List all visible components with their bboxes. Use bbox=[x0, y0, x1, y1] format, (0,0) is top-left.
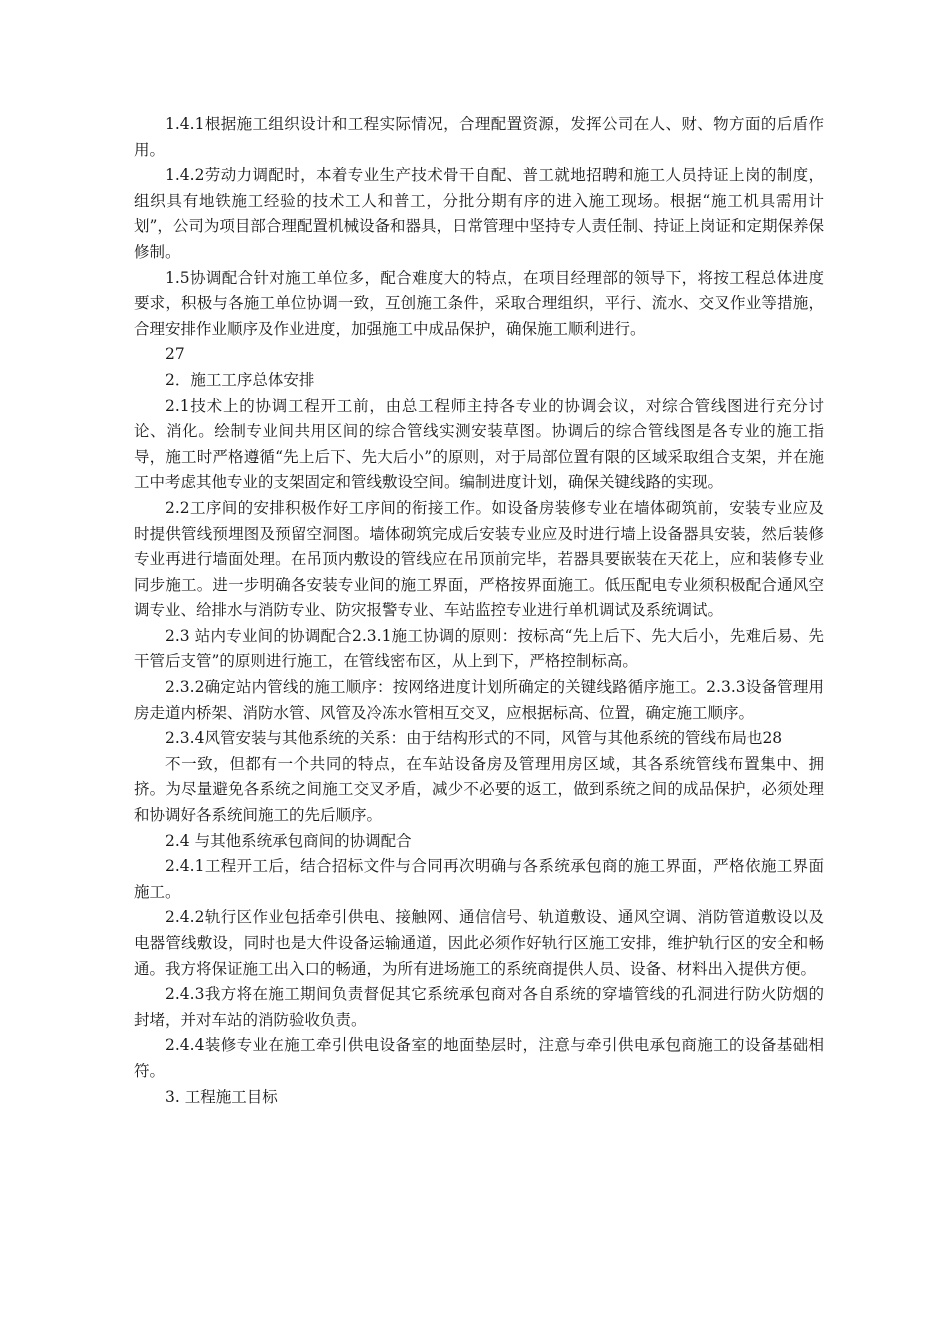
paragraph-2-4-1: 2.4.1工程开工后，结合招标文件与合同再次明确与各系统承包商的施工界面，严格依施工界面施工。 bbox=[134, 857, 824, 901]
paragraph-2-1: 2.1技术上的协调工程开工前，由总工程师主持各专业的协调会议，对综合管线图进行充分讨论、消化。绘制专业间共用区间的综合管线实测安装草图。协调后的综合管线图是各专业的施工指导，施工时严格遵循“先上后下、先大后小”的原则，对于局部位置有限的区域采取组合支架，并在施工中考虑其他专业的支架固定和管线敷设空间。编制进度计划，确保关键线路的实现。 bbox=[134, 396, 824, 492]
paragraph-2-3-2: 2.3.2确定站内管线的施工顺序：按网络进度计划所确定的关键线路循序施工。2.3.3设备管理用房走道内桥架、消防水管、风管及冷冻水管相互交叉，应根据标高、位置，确定施工顺序。 bbox=[134, 678, 824, 722]
paragraph-2-3: 2.3 站内专业间的协调配合2.3.1施工协调的原则：按标高“先上后下、先大后小，先难后易、先干管后支管”的原则进行施工，在管线密布区，从上到下，严格控制标高。 bbox=[134, 626, 824, 671]
paragraph-continuation: 不一致，但都有一个共同的特点，在车站设备房及管理用房区域，其各系统管线布置集中、拥挤。为尽量避免各系统之间施工交叉矛盾，减少不必要的返工，做到系统之间的成品保护，必须处理和协调好各系统间施工的先后顺序。 bbox=[134, 754, 824, 825]
paragraph-2-4-3: 2.4.3我方将在施工期间负责督促其它系统承包商对各自系统的穿墙管线的孔洞进行防火防烟的封堵，并对车站的消防验收负责。 bbox=[134, 985, 824, 1029]
paragraph-2-3-4: 2.3.4风管安装与其他系统的关系：由于结构形式的不同，风管与其他系统的管线布局也28 bbox=[165, 729, 783, 748]
document-body bbox=[134, 112, 824, 1110]
paragraph-1-4-1: 1.4.1根据施工组织设计和工程实际情况，合理配置资源，发挥公司在人、财、物方面的后盾作用。 bbox=[134, 115, 824, 159]
heading-3: 3. 工程施工目标 bbox=[165, 1087, 278, 1106]
paragraph-2-4-4: 2.4.4装修专业在施工牵引供电设备室的地面垫层时，注意与牵引供电承包商施工的设备基础相符。 bbox=[134, 1036, 824, 1080]
heading-2: 2．施工工序总体安排 bbox=[165, 370, 315, 389]
paragraph-1-5: 1.5协调配合针对施工单位多，配合难度大的特点，在项目经理部的领导下，将按工程总体进度要求，积极与各施工单位协调一致，互创施工条件，采取合理组织，平行、流水、交叉作业等措施，合理安排作业顺序及作业进度，加强施工中成品保护，确保施工顺利进行。 bbox=[134, 268, 824, 338]
paragraph-2-4-2: 2.4.2轨行区作业包括牵引供电、接触网、通信信号、轨道敷设、通风空调、消防管道敷设以及电器管线敷设，同时也是大件设备运输通道，因此必须作好轨行区施工安排，维护轨行区的安全和畅通。我方将保证施工出入口的畅通，为所有进场施工的系统商提供人员、设备、材料出入提供方便。 bbox=[134, 908, 824, 978]
paragraph-1-4-2: 1.4.2劳动力调配时，本着专业生产技术骨干自配、普工就地招聘和施工人员持证上岗的制度，组织具有地铁施工经验的技术工人和普工，分批分期有序的进入施工现场。根据“施工机具需用计划”，公司为项目部合理配置机械设备和器具，日常管理中坚持专人责任制、持证上岗证和定期保养保修制。 bbox=[134, 166, 824, 261]
page-number-27: 27 bbox=[165, 345, 185, 364]
paragraph-2-2: 2.2工序间的安排积极作好工序间的衔接工作。如设备房装修专业在墙体砌筑前，安装专业应及时提供管线预埋图及预留空洞图。墙体砌筑完成后安装专业应及时进行墙上设备器具安装，然后装修专业再进行墙面处理。在吊顶内敷设的管线应在吊顶前完毕，若器具要嵌装在天花上，应和装修专业同步施工。进一步明确各安装专业间的施工界面，严格按界面施工。低压配电专业须积极配合通风空调专业、给排水与消防专业、防灾报警专业、车站监控专业进行单机调试及系统调试。 bbox=[134, 498, 824, 620]
heading-2-4: 2.4 与其他系统承包商间的协调配合 bbox=[165, 831, 412, 850]
